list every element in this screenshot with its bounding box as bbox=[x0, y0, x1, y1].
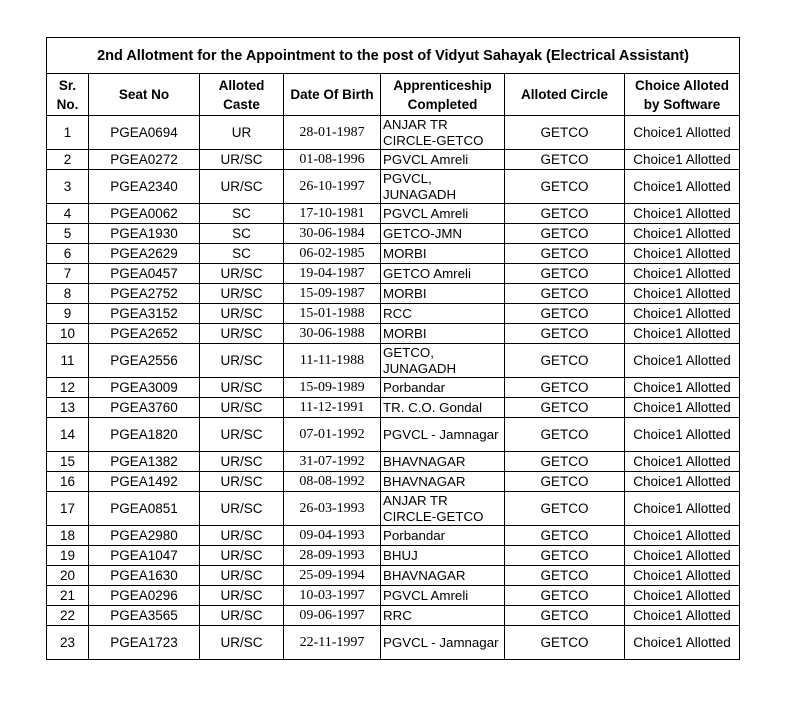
cell-caste: UR/SC bbox=[200, 626, 284, 660]
cell-caste: UR bbox=[200, 116, 284, 150]
cell-seat-no: PGEA0272 bbox=[89, 150, 200, 170]
cell-circle: GETCO bbox=[505, 586, 625, 606]
cell-circle: GETCO bbox=[505, 398, 625, 418]
cell-date-of-birth: 17-10-1981 bbox=[284, 204, 381, 224]
cell-choice: Choice1 Allotted bbox=[625, 284, 740, 304]
cell-seat-no: PGEA2340 bbox=[89, 170, 200, 204]
cell-caste: UR/SC bbox=[200, 526, 284, 546]
cell-date-of-birth: 26-10-1997 bbox=[284, 170, 381, 204]
cell-apprenticeship: GETCO-JMN bbox=[381, 224, 505, 244]
cell-date-of-birth: 11-12-1991 bbox=[284, 398, 381, 418]
header-sr-no: Sr. No. bbox=[47, 74, 89, 116]
cell-apprenticeship: MORBI bbox=[381, 324, 505, 344]
cell-circle: GETCO bbox=[505, 116, 625, 150]
cell-caste: UR/SC bbox=[200, 472, 284, 492]
cell-sr-no: 11 bbox=[47, 344, 89, 378]
cell-caste: SC bbox=[200, 244, 284, 264]
table-row bbox=[47, 204, 740, 224]
table-row bbox=[47, 324, 740, 344]
cell-apprenticeship: RRC bbox=[381, 606, 505, 626]
cell-choice: Choice1 Allotted bbox=[625, 418, 740, 452]
cell-sr-no: 20 bbox=[47, 566, 89, 586]
cell-apprenticeship: Porbandar bbox=[381, 526, 505, 546]
cell-choice: Choice1 Allotted bbox=[625, 304, 740, 324]
cell-sr-no: 19 bbox=[47, 546, 89, 566]
cell-seat-no: PGEA3565 bbox=[89, 606, 200, 626]
table-body bbox=[47, 116, 740, 660]
header-choice-alloted: Choice Alloted by Software bbox=[625, 74, 740, 116]
cell-caste: UR/SC bbox=[200, 344, 284, 378]
cell-sr-no: 3 bbox=[47, 170, 89, 204]
cell-choice: Choice1 Allotted bbox=[625, 204, 740, 224]
cell-date-of-birth: 28-09-1993 bbox=[284, 546, 381, 566]
cell-sr-no: 9 bbox=[47, 304, 89, 324]
cell-seat-no: PGEA1820 bbox=[89, 418, 200, 452]
cell-circle: GETCO bbox=[505, 566, 625, 586]
cell-seat-no: PGEA0851 bbox=[89, 492, 200, 526]
cell-date-of-birth: 11-11-1988 bbox=[284, 344, 381, 378]
cell-seat-no: PGEA2980 bbox=[89, 526, 200, 546]
cell-seat-no: PGEA1382 bbox=[89, 452, 200, 472]
cell-circle: GETCO bbox=[505, 418, 625, 452]
cell-date-of-birth: 09-04-1993 bbox=[284, 526, 381, 546]
cell-caste: UR/SC bbox=[200, 378, 284, 398]
cell-circle: GETCO bbox=[505, 626, 625, 660]
cell-date-of-birth: 07-01-1992 bbox=[284, 418, 381, 452]
cell-sr-no: 18 bbox=[47, 526, 89, 546]
table-title: 2nd Allotment for the Appointment to the post of Vidyut Sahayak (Electrical Assistant) bbox=[47, 38, 740, 74]
cell-circle: GETCO bbox=[505, 452, 625, 472]
cell-circle: GETCO bbox=[505, 170, 625, 204]
cell-sr-no: 7 bbox=[47, 264, 89, 284]
cell-seat-no: PGEA2629 bbox=[89, 244, 200, 264]
table-row bbox=[47, 170, 740, 204]
table-row bbox=[47, 586, 740, 606]
cell-circle: GETCO bbox=[505, 304, 625, 324]
cell-sr-no: 6 bbox=[47, 244, 89, 264]
cell-choice: Choice1 Allotted bbox=[625, 116, 740, 150]
cell-circle: GETCO bbox=[505, 606, 625, 626]
cell-sr-no: 14 bbox=[47, 418, 89, 452]
header-apprenticeship: Apprenticeship Completed bbox=[381, 74, 505, 116]
table-row bbox=[47, 264, 740, 284]
cell-choice: Choice1 Allotted bbox=[625, 224, 740, 244]
cell-circle: GETCO bbox=[505, 204, 625, 224]
cell-caste: UR/SC bbox=[200, 304, 284, 324]
table-row bbox=[47, 344, 740, 378]
cell-choice: Choice1 Allotted bbox=[625, 398, 740, 418]
cell-circle: GETCO bbox=[505, 492, 625, 526]
cell-seat-no: PGEA1492 bbox=[89, 472, 200, 492]
cell-seat-no: PGEA1930 bbox=[89, 224, 200, 244]
table-row bbox=[47, 284, 740, 304]
cell-apprenticeship: BHAVNAGAR bbox=[381, 472, 505, 492]
table-row bbox=[47, 244, 740, 264]
cell-date-of-birth: 08-08-1992 bbox=[284, 472, 381, 492]
table-row bbox=[47, 116, 740, 150]
cell-seat-no: PGEA2652 bbox=[89, 324, 200, 344]
cell-circle: GETCO bbox=[505, 150, 625, 170]
cell-choice: Choice1 Allotted bbox=[625, 546, 740, 566]
cell-circle: GETCO bbox=[505, 344, 625, 378]
cell-sr-no: 23 bbox=[47, 626, 89, 660]
cell-seat-no: PGEA0062 bbox=[89, 204, 200, 224]
cell-date-of-birth: 31-07-1992 bbox=[284, 452, 381, 472]
cell-caste: UR/SC bbox=[200, 324, 284, 344]
cell-choice: Choice1 Allotted bbox=[625, 452, 740, 472]
cell-circle: GETCO bbox=[505, 324, 625, 344]
table-row bbox=[47, 150, 740, 170]
cell-circle: GETCO bbox=[505, 472, 625, 492]
cell-choice: Choice1 Allotted bbox=[625, 170, 740, 204]
cell-seat-no: PGEA2752 bbox=[89, 284, 200, 304]
cell-date-of-birth: 22-11-1997 bbox=[284, 626, 381, 660]
cell-date-of-birth: 15-09-1987 bbox=[284, 284, 381, 304]
cell-choice: Choice1 Allotted bbox=[625, 526, 740, 546]
cell-sr-no: 21 bbox=[47, 586, 89, 606]
cell-choice: Choice1 Allotted bbox=[625, 492, 740, 526]
cell-apprenticeship: PGVCL, JUNAGADH bbox=[381, 170, 505, 204]
cell-circle: GETCO bbox=[505, 284, 625, 304]
cell-apprenticeship: ANJAR TR CIRCLE-GETCO bbox=[381, 116, 505, 150]
cell-choice: Choice1 Allotted bbox=[625, 472, 740, 492]
cell-date-of-birth: 30-06-1988 bbox=[284, 324, 381, 344]
cell-apprenticeship: BHAVNAGAR bbox=[381, 452, 505, 472]
cell-choice: Choice1 Allotted bbox=[625, 378, 740, 398]
cell-seat-no: PGEA3760 bbox=[89, 398, 200, 418]
cell-choice: Choice1 Allotted bbox=[625, 150, 740, 170]
cell-seat-no: PGEA1723 bbox=[89, 626, 200, 660]
cell-circle: GETCO bbox=[505, 378, 625, 398]
cell-date-of-birth: 28-01-1987 bbox=[284, 116, 381, 150]
header-date-of-birth: Date Of Birth bbox=[284, 74, 381, 116]
cell-circle: GETCO bbox=[505, 546, 625, 566]
table-row bbox=[47, 304, 740, 324]
cell-sr-no: 16 bbox=[47, 472, 89, 492]
cell-apprenticeship: BHUJ bbox=[381, 546, 505, 566]
cell-date-of-birth: 15-01-1988 bbox=[284, 304, 381, 324]
cell-apprenticeship: BHAVNAGAR bbox=[381, 566, 505, 586]
cell-sr-no: 22 bbox=[47, 606, 89, 626]
cell-seat-no: PGEA2556 bbox=[89, 344, 200, 378]
cell-sr-no: 10 bbox=[47, 324, 89, 344]
cell-circle: GETCO bbox=[505, 264, 625, 284]
cell-choice: Choice1 Allotted bbox=[625, 586, 740, 606]
cell-circle: GETCO bbox=[505, 224, 625, 244]
cell-caste: UR/SC bbox=[200, 418, 284, 452]
table-row bbox=[47, 398, 740, 418]
cell-date-of-birth: 30-06-1984 bbox=[284, 224, 381, 244]
table-row bbox=[47, 418, 740, 452]
cell-choice: Choice1 Allotted bbox=[625, 566, 740, 586]
cell-apprenticeship: PGVCL Amreli bbox=[381, 586, 505, 606]
cell-sr-no: 13 bbox=[47, 398, 89, 418]
table-row bbox=[47, 492, 740, 526]
cell-choice: Choice1 Allotted bbox=[625, 626, 740, 660]
cell-circle: GETCO bbox=[505, 244, 625, 264]
cell-date-of-birth: 10-03-1997 bbox=[284, 586, 381, 606]
table-row bbox=[47, 224, 740, 244]
cell-caste: UR/SC bbox=[200, 546, 284, 566]
header-alloted-caste: Alloted Caste bbox=[200, 74, 284, 116]
cell-date-of-birth: 26-03-1993 bbox=[284, 492, 381, 526]
table-row bbox=[47, 626, 740, 660]
cell-seat-no: PGEA3009 bbox=[89, 378, 200, 398]
cell-caste: UR/SC bbox=[200, 264, 284, 284]
cell-apprenticeship: PGVCL - Jamnagar bbox=[381, 418, 505, 452]
cell-choice: Choice1 Allotted bbox=[625, 324, 740, 344]
table-row bbox=[47, 378, 740, 398]
allotment-sheet bbox=[46, 37, 740, 660]
cell-sr-no: 2 bbox=[47, 150, 89, 170]
cell-seat-no: PGEA0296 bbox=[89, 586, 200, 606]
cell-date-of-birth: 15-09-1989 bbox=[284, 378, 381, 398]
cell-caste: UR/SC bbox=[200, 492, 284, 526]
cell-caste: UR/SC bbox=[200, 452, 284, 472]
table-row bbox=[47, 526, 740, 546]
cell-apprenticeship: MORBI bbox=[381, 284, 505, 304]
cell-apprenticeship: PGVCL Amreli bbox=[381, 150, 505, 170]
cell-caste: UR/SC bbox=[200, 566, 284, 586]
cell-choice: Choice1 Allotted bbox=[625, 344, 740, 378]
table-row bbox=[47, 546, 740, 566]
cell-sr-no: 4 bbox=[47, 204, 89, 224]
table-row bbox=[47, 472, 740, 492]
cell-caste: UR/SC bbox=[200, 170, 284, 204]
cell-apprenticeship: GETCO, JUNAGADH bbox=[381, 344, 505, 378]
cell-apprenticeship: GETCO Amreli bbox=[381, 264, 505, 284]
cell-seat-no: PGEA3152 bbox=[89, 304, 200, 324]
header-alloted-circle: Alloted Circle bbox=[505, 74, 625, 116]
cell-apprenticeship: ANJAR TR CIRCLE-GETCO bbox=[381, 492, 505, 526]
cell-date-of-birth: 01-08-1996 bbox=[284, 150, 381, 170]
cell-sr-no: 8 bbox=[47, 284, 89, 304]
cell-caste: UR/SC bbox=[200, 150, 284, 170]
header-seat-no: Seat No bbox=[89, 74, 200, 116]
cell-caste: UR/SC bbox=[200, 398, 284, 418]
cell-sr-no: 12 bbox=[47, 378, 89, 398]
cell-sr-no: 5 bbox=[47, 224, 89, 244]
allotment-table bbox=[46, 37, 740, 660]
cell-choice: Choice1 Allotted bbox=[625, 244, 740, 264]
cell-apprenticeship: Porbandar bbox=[381, 378, 505, 398]
cell-choice: Choice1 Allotted bbox=[625, 264, 740, 284]
cell-seat-no: PGEA1047 bbox=[89, 546, 200, 566]
cell-caste: SC bbox=[200, 204, 284, 224]
cell-apprenticeship: PGVCL - Jamnagar bbox=[381, 626, 505, 660]
table-row bbox=[47, 606, 740, 626]
cell-caste: UR/SC bbox=[200, 284, 284, 304]
header-row bbox=[47, 74, 740, 116]
cell-date-of-birth: 06-02-1985 bbox=[284, 244, 381, 264]
cell-seat-no: PGEA0457 bbox=[89, 264, 200, 284]
cell-apprenticeship: RCC bbox=[381, 304, 505, 324]
cell-caste: SC bbox=[200, 224, 284, 244]
cell-choice: Choice1 Allotted bbox=[625, 606, 740, 626]
cell-date-of-birth: 09-06-1997 bbox=[284, 606, 381, 626]
cell-seat-no: PGEA1630 bbox=[89, 566, 200, 586]
cell-apprenticeship: PGVCL Amreli bbox=[381, 204, 505, 224]
cell-apprenticeship: MORBI bbox=[381, 244, 505, 264]
table-row bbox=[47, 452, 740, 472]
cell-date-of-birth: 19-04-1987 bbox=[284, 264, 381, 284]
cell-sr-no: 17 bbox=[47, 492, 89, 526]
cell-caste: UR/SC bbox=[200, 606, 284, 626]
table-row bbox=[47, 566, 740, 586]
cell-sr-no: 15 bbox=[47, 452, 89, 472]
cell-sr-no: 1 bbox=[47, 116, 89, 150]
cell-caste: UR/SC bbox=[200, 586, 284, 606]
cell-apprenticeship: TR. C.O. Gondal bbox=[381, 398, 505, 418]
cell-seat-no: PGEA0694 bbox=[89, 116, 200, 150]
cell-date-of-birth: 25-09-1994 bbox=[284, 566, 381, 586]
cell-circle: GETCO bbox=[505, 526, 625, 546]
